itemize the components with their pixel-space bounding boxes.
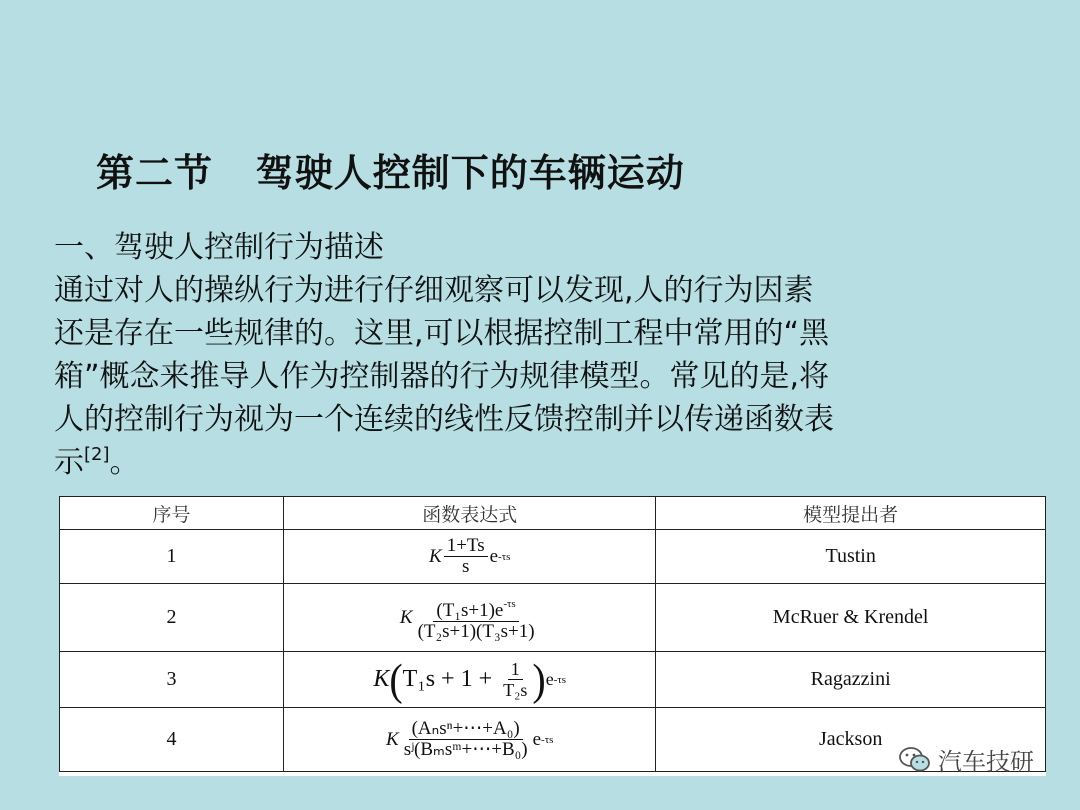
formula-gain: K (373, 666, 390, 692)
formula-exponent: -τs (503, 597, 516, 610)
formula-exp-base: e (532, 728, 542, 750)
row-number: 2 (60, 584, 284, 652)
row-number: 1 (60, 530, 284, 584)
citation: [2] (84, 444, 110, 465)
formula-numerator: 1 (508, 659, 523, 680)
formula-exp-base: e (494, 599, 504, 621)
paragraph-line-4: 人的控制行为视为一个连续的线性反馈控制并以传递函数表 (54, 402, 834, 437)
formula-numerator: 1+Ts (444, 536, 488, 557)
model-table-panel (59, 496, 1046, 776)
table-row (60, 652, 1046, 708)
formula-gain: K (386, 728, 399, 750)
formula-terms: T₁s + 1 + (402, 666, 499, 692)
formula-denominator: T₂s (503, 680, 528, 700)
formula-4 (386, 719, 553, 760)
paragraph-line-2: 还是存在一些规律的。这里,可以根据控制工程中常用的“黑 (54, 316, 830, 351)
row-author: McRuer & Krendel (656, 584, 1046, 652)
right-paren: ) (532, 654, 546, 704)
formula-numerator: (Aₙsⁿ+⋯+A₀) (409, 719, 523, 740)
formula-2 (400, 594, 540, 642)
formula-fraction (500, 659, 530, 700)
formula-1 (429, 536, 510, 577)
table-row (60, 530, 1046, 584)
row-formula (284, 584, 656, 652)
formula-exp-base: e (545, 669, 554, 689)
row-author: Ragazzini (656, 652, 1046, 708)
formula-denominator: sʲ(Bₘsᵐ+⋯+B₀) (403, 739, 528, 760)
row-formula (284, 530, 656, 584)
row-number: 3 (60, 652, 284, 708)
table-row (60, 584, 1046, 652)
formula-denominator: s (461, 556, 470, 577)
header-expression: 函数表达式 (284, 497, 656, 530)
row-number: 4 (60, 708, 284, 772)
formula-exponent: -τs (498, 550, 511, 563)
slide-title: 第二节 驾驶人控制下的车辆运动 (96, 151, 685, 195)
wechat-icon (898, 746, 932, 774)
table-header-row (60, 497, 1046, 530)
formula-fraction (415, 594, 538, 642)
header-author: 模型提出者 (656, 497, 1046, 530)
paragraph-line-5 (54, 441, 1044, 484)
paragraph-line-3: 箱”概念来推导人作为控制器的行为规律模型。常见的是,将 (54, 359, 830, 394)
formula-fraction (401, 719, 531, 760)
paragraph-last-text: 示 (54, 445, 84, 480)
formula-numerator (433, 594, 518, 622)
formula-exp-base: e (489, 545, 499, 567)
paragraph-line-1: 通过对人的操纵行为进行仔细观察可以发现,人的行为因素 (54, 273, 814, 308)
watermark (898, 742, 1034, 777)
header-number: 序号 (60, 497, 284, 530)
watermark-text: 汽车技研 (938, 748, 1034, 776)
body-paragraph (54, 226, 1044, 484)
formula-denominator: (T₂s+1)(T₃s+1) (417, 620, 535, 642)
formula-gain: K (429, 545, 442, 567)
row-formula (284, 652, 656, 708)
formula-gain: K (399, 606, 413, 628)
paragraph-end: 。 (109, 445, 140, 480)
formula-exponent: -τs (553, 673, 567, 686)
formula-fraction (444, 536, 488, 577)
model-table (59, 496, 1046, 772)
row-author: Tustin (656, 530, 1046, 584)
row-formula (284, 708, 656, 772)
row-author: Jackson (656, 708, 1046, 772)
formula-numerator-text: (T₁s+1) (436, 599, 495, 621)
formula-3 (373, 654, 567, 704)
formula-exponent: -τs (541, 733, 554, 746)
left-paren: ( (389, 654, 403, 704)
section-heading: 一、驾驶人控制行为描述 (54, 230, 384, 265)
